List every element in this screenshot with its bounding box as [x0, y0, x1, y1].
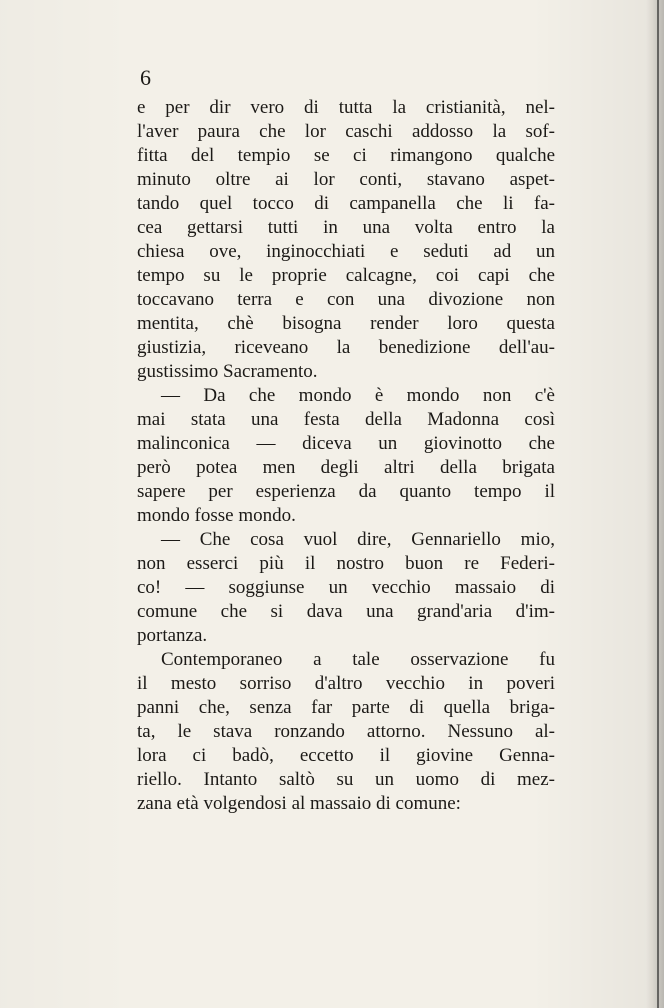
- text-line: chiesa ove, inginocchiati e seduti ad un: [137, 241, 555, 262]
- text-line: toccavano terra e con una divozione non: [137, 289, 555, 310]
- text-line: mentita, chè bisogna render loro questa: [137, 313, 555, 334]
- text-line: ta, le stava ronzando attorno. Nessuno al-: [137, 721, 555, 742]
- text-line: mondo fosse mondo.: [137, 505, 296, 526]
- text-line: però potea men degli altri della brigata: [137, 457, 555, 478]
- text-line: tando quel tocco di campanella che li fa-: [137, 193, 555, 214]
- text-line: lora ci badò, eccetto il giovine Genna-: [137, 745, 555, 766]
- text-line: riello. Intanto saltò su un uomo di mez-: [137, 769, 555, 790]
- text-line: l'aver paura che lor caschi addosso la sof-: [137, 121, 555, 142]
- text-line: mai stata una festa della Madonna così: [137, 409, 555, 430]
- page-text: [137, 96, 555, 816]
- text-line: comune che si dava una grand'aria d'im-: [137, 601, 555, 622]
- text-line: portanza.: [137, 625, 208, 646]
- page-edge-shadow: [646, 0, 664, 1008]
- page-edge-line: [657, 0, 659, 1008]
- text-line: co! — soggiunse un vecchio massaio di: [137, 577, 555, 598]
- text-line: fitta del tempio se ci rimangono qualche: [137, 145, 555, 166]
- text-line: minuto oltre ai lor conti, stavano aspet-: [137, 169, 555, 190]
- text-line: e per dir vero di tutta la cristianità, nel-: [137, 97, 555, 118]
- text-line: — Che cosa vuol dire, Gennariello mio,: [161, 529, 555, 550]
- text-line: sapere per esperienza da quanto tempo il: [137, 481, 555, 502]
- text-line: giustizia, riceveano la benedizione dell'au-: [137, 337, 555, 358]
- text-line: il mesto sorriso d'altro vecchio in poveri: [137, 673, 555, 694]
- text-line: panni che, senza far parte di quella briga-: [137, 697, 555, 718]
- text-line: non esserci più il nostro buon re Federi-: [137, 553, 555, 574]
- text-line: gustissimo Sacramento.: [137, 361, 318, 382]
- text-line: cea gettarsi tutti in una volta entro la: [137, 217, 555, 238]
- text-line: malinconica — diceva un giovinotto che: [137, 433, 555, 454]
- text-line: zana età volgendosi al massaio di comune:: [137, 793, 461, 814]
- text-line: — Da che mondo è mondo non c'è: [161, 385, 555, 406]
- page-number: 6: [140, 65, 151, 90]
- text-line: tempo su le proprie calcagne, coi capi che: [137, 265, 555, 286]
- text-line: Contemporaneo a tale osservazione fu: [161, 649, 555, 670]
